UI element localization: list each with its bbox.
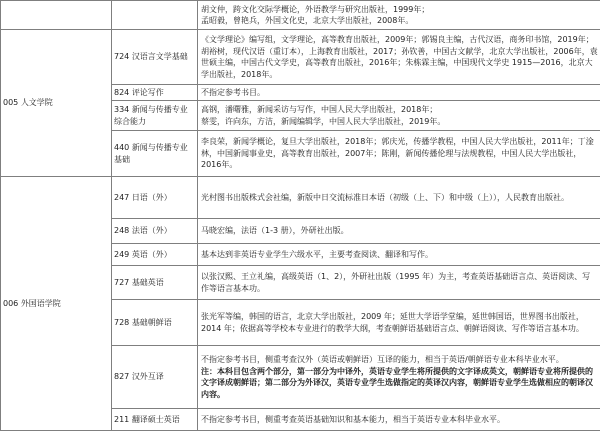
reference-text: 马晓宏编，法语（1-3 册），外研社出版。 xyxy=(201,225,598,237)
subject-name: 247 日语（外） xyxy=(112,177,198,219)
reference-text: 基本达到非英语专业学生六级水平，主要考查阅读、翻译和写作。 xyxy=(201,249,598,261)
subject-name: 724 汉语言文学基础 xyxy=(112,30,198,85)
subject-name: 334 新闻与传播专业综合能力 xyxy=(112,101,198,131)
references-cell xyxy=(198,101,600,131)
reference-text: 以张汉熙、王立礼编，高级英语（1、2），外研社出版（1995 年）为主，考查英语基础语言点、英语阅读、写作等语言基本功。 xyxy=(201,271,598,294)
subject-cell xyxy=(112,1,198,30)
college-name: 006 外国语学院 xyxy=(1,177,112,431)
subject-name: 727 基础英语 xyxy=(112,266,198,300)
college-name: 005 人文学院 xyxy=(1,30,112,177)
references-cell xyxy=(198,177,600,219)
references-cell xyxy=(198,409,600,431)
reference-note: 注：本科目包含两个部分，第一部分为中译外，英语专业学生将所提供的文字译成英文，朝鲜语专业将所提供的文字译成朝鲜语；第二部分为外译汉，英语专业学生选做指定的英译汉内容，朝鲜语专业学生选做相应的朝译汉内容。 xyxy=(201,366,598,401)
reference-text: 不指定参考书目，侧重考查英语基础知识和基本能力，相当于英语专业本科毕业水平。 xyxy=(201,414,598,426)
reference-text: 李良荣，新闻学概论，复旦大学出版社，2018年；郭庆光，传播学教程，中国人民大学出版社，2011年；丁淦林，中国新闻事业史，高等教育出版社，2007年；陈刚，新闻传播伦理与法规教程，中国人民大学出版社，2016年。 xyxy=(201,136,598,171)
reference-text: 孟昭毅，曾艳兵，外国文化史，北京大学出版社，2008年。 xyxy=(201,15,598,27)
references-cell xyxy=(198,30,600,85)
subject-name: 249 英语（外） xyxy=(112,244,198,266)
references-cell xyxy=(198,1,600,30)
references-cell xyxy=(198,219,600,244)
reference-text: 光村图书出版株式会社编，新版中日交流标准日本语（初级（上、下）和中级（上）），人民教育出版社。 xyxy=(201,192,598,204)
references-cell xyxy=(198,85,600,101)
references-cell xyxy=(198,300,600,346)
subject-name: 728 基础朝鲜语 xyxy=(112,300,198,346)
reference-text: 蔡雯，许向东，方洁，新闻编辑学，中国人民大学出版社，2019年。 xyxy=(201,116,598,128)
table-row xyxy=(1,30,600,85)
subject-name: 211 翻译硕士英语 xyxy=(112,409,198,431)
references-cell xyxy=(198,131,600,177)
references-cell xyxy=(198,244,600,266)
subject-name: 824 评论写作 xyxy=(112,85,198,101)
reference-text: 不指定参考书目。 xyxy=(201,87,598,99)
college-cell xyxy=(1,1,112,30)
reference-text: 高钢，潘曙雅，新闻采访与写作，中国人民大学出版社，2018年； xyxy=(201,104,598,116)
references-cell xyxy=(198,266,600,300)
subject-name: 248 法语（外） xyxy=(112,219,198,244)
reference-text: 胡文仲，跨文化交际学概论，外语教学与研究出版社，1999年； xyxy=(201,4,598,16)
subject-name: 440 新闻与传播专业基础 xyxy=(112,131,198,177)
reference-text: 不指定参考书目，侧重考查汉外（英语或朝鲜语）互译的能力，相当于英语/朝鲜语专业本科毕业水平。 xyxy=(201,354,598,366)
table-row xyxy=(1,177,600,219)
reference-text: 《文学理论》编写组，文学理论，高等教育出版社，2009年；郭锡良主编，古代汉语，商务印书馆，2019年；胡裕树，现代汉语（重订本），上海教育出版社，2017；孙钦善，中国古文献学，北京大学出版社，2006年，袁世硕主编，中国古代文学史，高等教育出版社，2016年；朱栋霖主编，中国现代文学史 1915—2016，北京大学出版社，2018年。 xyxy=(201,34,598,80)
subject-name: 827 汉外互译 xyxy=(112,346,198,409)
reference-text: 张光军等编，韩国的语言，北京大学出版社，2009 年；延世大学语学堂编，延世韩国语，世界图书出版社，2014 年；依据高等学校本专业进行的教学大纲，考查朝鲜语基础语言点、朝鲜语阅读、写作等语言基本功。 xyxy=(201,311,598,334)
table-row xyxy=(1,1,600,30)
references-cell xyxy=(198,346,600,409)
